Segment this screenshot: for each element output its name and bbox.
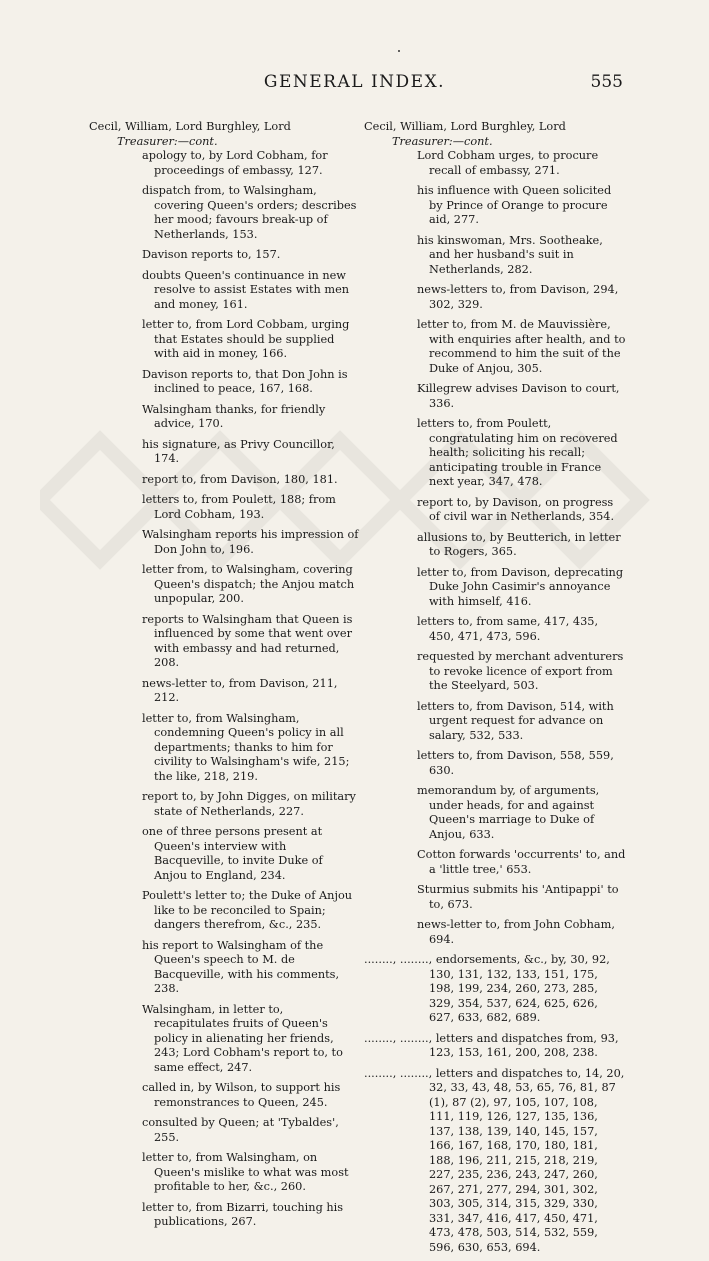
- index-entry: letters to, from Poulett, congratulating him on recovered health; soliciting his recall; anticipating trouble in France next year, 347, 478.: [417, 417, 618, 488]
- index-entry: letter to, from M. de Mauvissière, with enquiries after health, and to recommend to him the suit of the Duke of Anjou, 305.: [417, 318, 626, 375]
- index-entry: Walsingham, in letter to, recapitulates fruits of Queen's policy in alienating her friends, 243; Lord Cobham's report to, to same effect, 247.: [142, 1002, 343, 1074]
- ink-speck: [398, 50, 400, 52]
- index-entry: letters to, from Davison, 558, 559, 630.: [417, 749, 614, 777]
- index-entry: his kinswoman, Mrs. Sootheake, and her husband's suit in Netherlands, 282.: [417, 233, 603, 276]
- index-entry: called in, by Wilson, to support his remonstrances to Queen, 245.: [142, 1081, 341, 1109]
- index-entry: letter to, from Walsingham, on Queen's mislike to what was most profitable to her, &c., 260.: [142, 1151, 349, 1193]
- index-entry: Walsingham reports his impression of Don John to, 196.: [142, 528, 359, 556]
- index-entry: his report to Walsingham of the Queen's speech to M. de Bacqueville, with his comments, 238.: [142, 938, 340, 995]
- left-column: [89, 120, 359, 1236]
- index-entry: Poulett's letter to; the Duke of Anjou like to be reconciled to Spain; dangers therefrom, &c., 235.: [142, 889, 353, 931]
- index-entry: one of three persons present at Queen's interview with Bacqueville, to invite Duke of Anjou to England, 234.: [142, 825, 323, 882]
- index-entry: requested by merchant adventurers to revoke licence of export from the Steelyard, 503.: [417, 650, 624, 692]
- index-entry: news-letter to, from John Cobham, 694.: [417, 918, 615, 946]
- index-entry: Davison reports to, 157.: [142, 248, 281, 261]
- entry-heading: Cecil, William, Lord Burghley, Lord: [89, 120, 291, 133]
- entry-heading-continued: Treasurer:—cont.: [392, 134, 493, 148]
- index-entry: reports to Walsingham that Queen is influenced by some that went over with embassy and had returned, 208.: [142, 612, 353, 669]
- index-entry: allusions to, by Beutterich, in letter to Rogers, 365.: [417, 530, 621, 558]
- index-entry: Cotton forwards 'occurrents' to, and a 'little tree,' 653.: [417, 848, 626, 876]
- index-subentry-dotted: ........, ........, letters and dispatches from, 93, 123, 153, 161, 200, 208, 238.: [364, 1031, 619, 1059]
- index-subentry-dotted: ........, ........, endorsements, &c., by, 30, 92, 130, 131, 132, 133, 151, 175, 198, 199, 234, 260, 273, 285, 329, 354, 537, 624, 625, 626, 627, 633, 682, 689.: [364, 953, 610, 1024]
- index-entry: memorandum by, of arguments, under heads, for and against Queen's marriage to Duke of Anjou, 633.: [417, 784, 600, 841]
- page-number: 555: [590, 72, 623, 92]
- index-entry: Killegrew advises Davison to court, 336.: [417, 382, 620, 410]
- index-entry: his signature, as Privy Councillor, 174.: [142, 437, 335, 465]
- entry-heading-continued: Treasurer:—cont.: [117, 134, 218, 148]
- index-entry: news-letter to, from Davison, 211, 212.: [142, 676, 338, 704]
- index-entry: Sturmius submits his 'Antipappi' to to, 673.: [417, 883, 619, 911]
- page-header: [0, 72, 709, 102]
- index-entry: doubts Queen's continuance in new resolve to assist Estates with men and money, 161.: [142, 268, 350, 311]
- index-entry: letter to, from Walsingham, condemning Queen's policy in all departments; thanks to him for civility to Walsingham's wife, 215; the like, 218, 219.: [142, 711, 350, 783]
- index-entry: letters to, from same, 417, 435, 450, 471, 473, 596.: [417, 615, 599, 643]
- page-title: GENERAL INDEX.: [263, 72, 446, 92]
- index-entry: letter to, from Davison, deprecating Duke John Casimir's annoyance with himself, 416.: [417, 565, 624, 608]
- index-entry: letter to, from Lord Cobbam, urging that Estates should be supplied with aid in money, 166.: [142, 318, 350, 360]
- index-entry: his influence with Queen solicited by Prince of Orange to procure aid, 277.: [417, 184, 612, 226]
- index-entry: letters to, from Poulett, 188; from Lord Cobham, 193.: [142, 493, 336, 521]
- index-entry: report to, by John Digges, on military state of Netherlands, 227.: [142, 790, 356, 818]
- entry-heading: Cecil, William, Lord Burghley, Lord: [364, 120, 566, 133]
- index-subentry-dotted: ........, ........, letters and dispatches to, 14, 20, 32, 33, 43, 48, 53, 65, 76, 81, 87 (1), 87 (2), 97, 105, 107, 108, 111, 119, 126, 127, 135, 136, 137, 138, 139, 140, 145, 157, 166, 167, 168, 170, 180, 181, 188, 196, 211, 215, 218, 219, 227, 235, 236, 243, 247, 260, 267, 271, 277, 294, 301, 302, 303, 305, 314, 315, 329, 330, 331, 347, 416, 417, 450, 471, 473, 478, 503, 514, 532, 559, 596, 630, 653, 694.: [364, 1066, 625, 1254]
- index-entry: report to, by Davison, on progress of civil war in Netherlands, 354.: [417, 495, 615, 523]
- index-entry: apology to, by Lord Cobham, for proceedings of embassy, 127.: [142, 149, 328, 177]
- index-entry: Walsingham thanks, for friendly advice, 170.: [142, 402, 326, 430]
- index-entry: Lord Cobham urges, to procure recall of embassy, 271.: [417, 149, 599, 177]
- index-entry: report to, from Davison, 180, 181.: [142, 472, 338, 486]
- right-column: [364, 120, 626, 1261]
- index-entry: dispatch from, to Walsingham, covering Queen's orders; describes her mood; favours break-up of Netherlands, 153.: [142, 184, 357, 241]
- index-entry: Davison reports to, that Don John is inclined to peace, 167, 168.: [142, 367, 348, 395]
- index-entry: letters to, from Davison, 514, with urgent request for advance on salary, 532, 533.: [417, 699, 614, 742]
- index-entry: letter from, to Walsingham, covering Queen's dispatch; the Anjou match unpopular, 200.: [142, 563, 355, 605]
- index-entry: consulted by Queen; at 'Tybaldes', 255.: [142, 1116, 339, 1144]
- index-entry: news-letters to, from Davison, 294, 302, 329.: [417, 283, 619, 311]
- index-entry: letter to, from Bizarri, touching his publications, 267.: [142, 1200, 344, 1228]
